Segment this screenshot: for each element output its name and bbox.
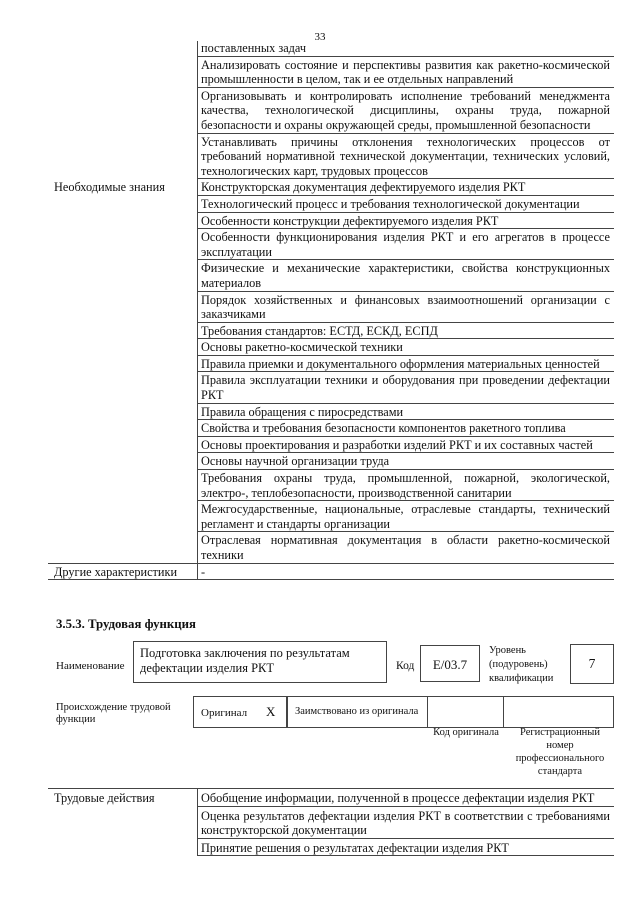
- action-item: Обобщение информации, полученной в процессе дефектации изделия РКТ: [198, 789, 615, 807]
- requirements-table: [48, 41, 614, 580]
- original-label: Оригинал: [201, 707, 248, 719]
- knowledge-item: Особенности конструкции дефектируемого изделия РКТ: [198, 212, 615, 229]
- knowledge-item: Физические и механические характеристики, свойства конструкционных материалов: [198, 260, 615, 291]
- skill-item: поставленных задач: [198, 41, 615, 56]
- original-box: [193, 696, 287, 728]
- knowledge-item: Порядок хозяйственных и финансовых взаимоотношений организации с заказчиками: [198, 291, 615, 322]
- table-row: [48, 789, 614, 807]
- knowledge-item: Отраслевая нормативная документация в области ракетно-космической техники: [198, 532, 615, 563]
- function-code-box: E/03.7: [420, 645, 480, 682]
- knowledge-item: Основы проектирования и разработки изделий РКТ и их составных частей: [198, 436, 615, 453]
- origin-label: Происхождение трудовой функции: [56, 702, 171, 725]
- knowledge-item: Конструкторская документация дефектируемого изделия РКТ: [198, 179, 615, 196]
- skill-item: Устанавливать причины отклонения технологических процессов от требований нормативной технической документации, технических условий, технологических карт, трудовых процессов: [198, 133, 615, 179]
- action-item: Оценка результатов дефектации изделия РКТ в соответствии с требованиями конструкторской документации: [198, 806, 615, 838]
- skill-item: Анализировать состояние и перспективы развития как ракетно-космической промышленности в целом, так и ее отдельных направлений: [198, 56, 615, 87]
- knowledge-item: Требования стандартов: ЕСТД, ЕСКД, ЕСПД: [198, 322, 615, 339]
- table-row: [48, 563, 614, 580]
- knowledge-item: Правила эксплуатации техники и оборудования при проведении дефектации РКТ: [198, 372, 615, 403]
- other-characteristics-value: -: [198, 563, 615, 580]
- knowledge-item: Свойства и требования безопасности компонентов ракетного топлива: [198, 420, 615, 437]
- knowledge-item: Особенности функционирования изделия РКТ и его агрегатов в процессе эксплуатации: [198, 229, 615, 260]
- code-label: Код: [396, 660, 415, 672]
- skill-item: Организовывать и контролировать исполнение требований менеджмента качества, технологической дисциплины, охраны труда, пожарной безопасности и охраны окружающей среды, промышленной безопасности: [198, 87, 615, 133]
- action-item: Принятие решения о результатах дефектации изделия РКТ: [198, 838, 615, 856]
- name-label: Наименование: [56, 660, 125, 672]
- table-row: [48, 179, 614, 196]
- other-characteristics-label: Другие характеристики: [48, 563, 198, 580]
- knowledge-item: Технологический процесс и требования технологической документации: [198, 195, 615, 212]
- origin-code-box: [427, 696, 503, 728]
- borrowed-label: Заимствовано из оригинала: [295, 706, 419, 717]
- knowledge-item: Правила обращения с пиросредствами: [198, 403, 615, 420]
- skills-label-cell: [48, 41, 198, 179]
- reg-number-label: Регистрационный номер профессионального стандарта: [515, 727, 605, 777]
- section-title: 3.5.3. Трудовая функция: [56, 617, 196, 631]
- page-number: 33: [314, 31, 326, 43]
- knowledge-item: Основы научной организации труда: [198, 453, 615, 470]
- level-label: Уровень (подуровень) квалификации: [489, 645, 554, 684]
- borrowed-box: [287, 696, 427, 728]
- reg-number-box: [503, 696, 614, 728]
- table-row: [48, 41, 614, 56]
- function-name-box: Подготовка заключения по результатам дефектации изделия РКТ: [133, 641, 387, 683]
- actions-table: [48, 788, 614, 856]
- knowledge-item: Правила приемки и документального оформления материальных ценностей: [198, 355, 615, 372]
- knowledge-label: Необходимые знания: [48, 179, 198, 563]
- knowledge-item: Основы ракетно-космической техники: [198, 339, 615, 356]
- knowledge-item: Требования охраны труда, промышленной, пожарной, экологической, электро-, теплобезопасности, производственной санитарии: [198, 470, 615, 501]
- level-value-box: 7: [570, 644, 614, 684]
- actions-label: Трудовые действия: [48, 789, 198, 856]
- origin-code-label: Код оригинала: [433, 727, 499, 738]
- original-mark: X: [266, 704, 276, 719]
- knowledge-item: Межгосударственные, национальные, отраслевые стандарты, технический регламент и стандарты организации: [198, 501, 615, 532]
